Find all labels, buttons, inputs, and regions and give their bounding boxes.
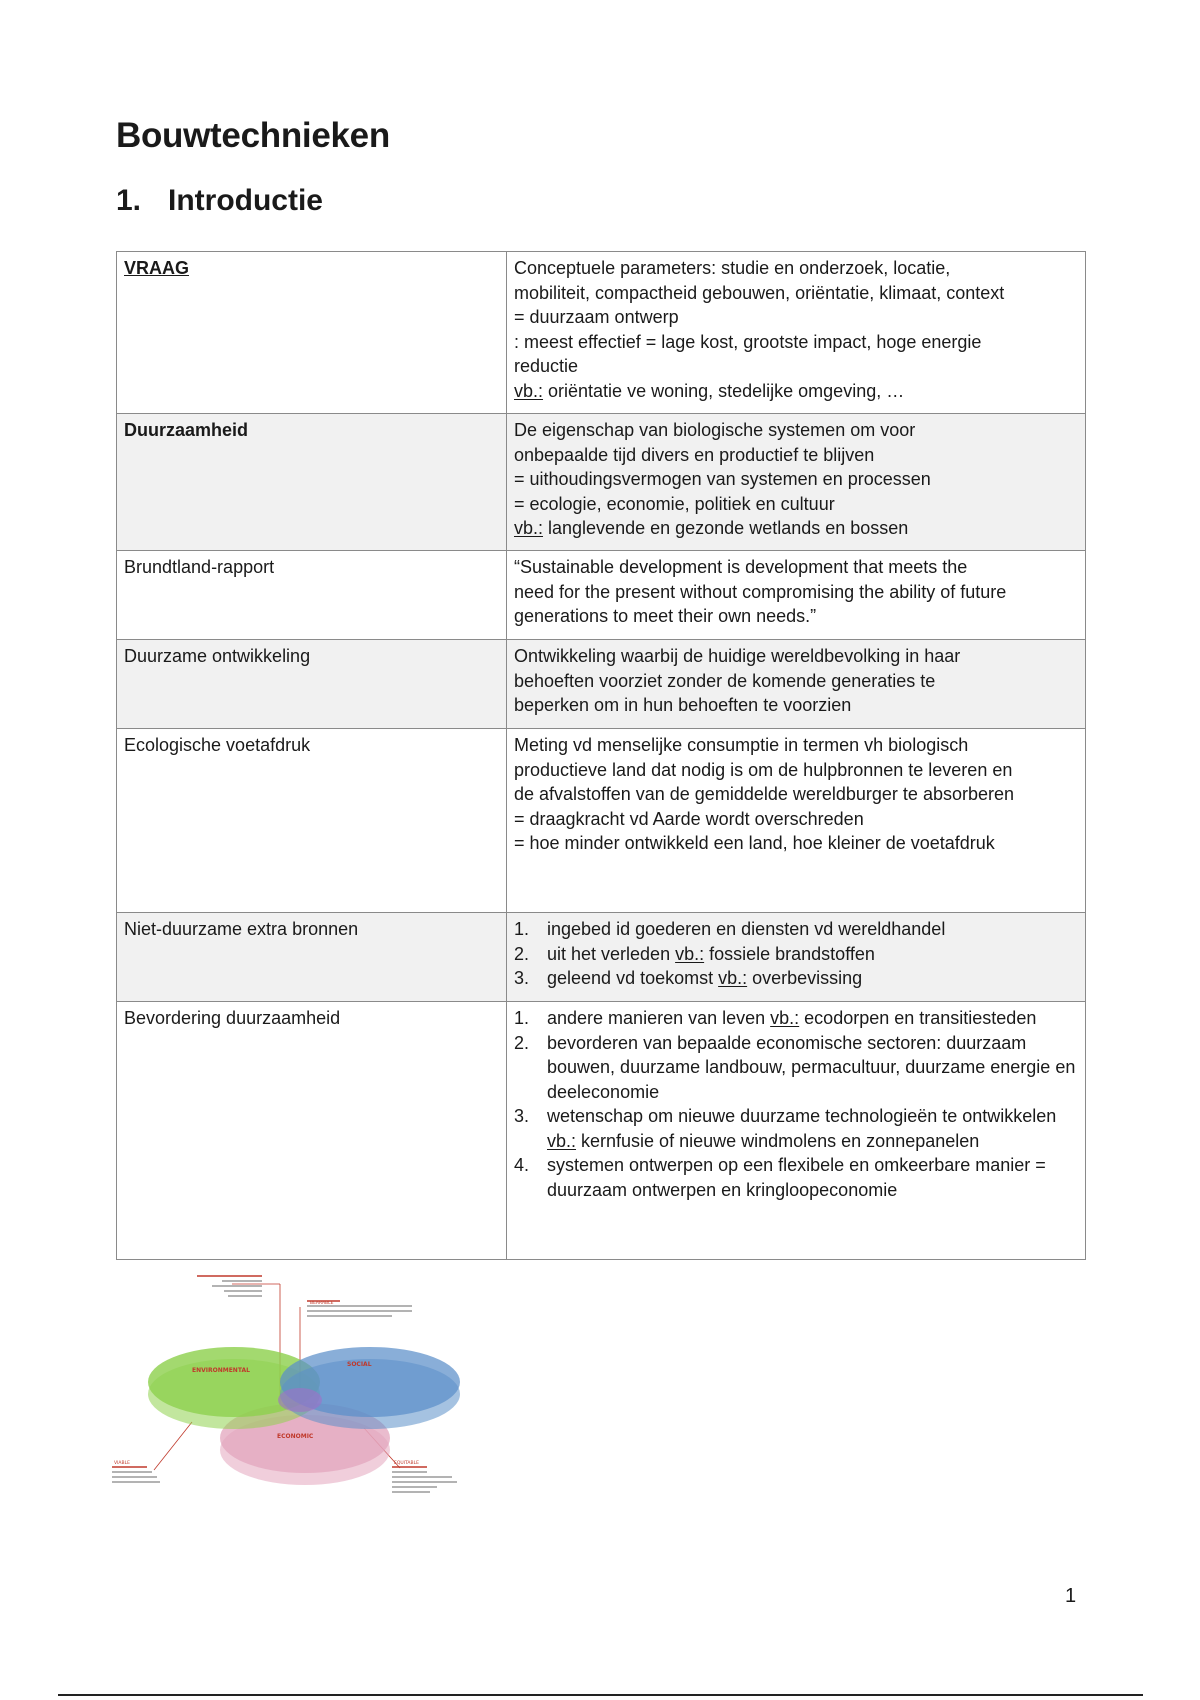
definition-line: generations to meet their own needs.”	[514, 606, 817, 626]
item-text: geleend vd toekomst	[547, 968, 719, 988]
definition-line: productieve land dat nodig is om de hulpbronnen te leveren en	[514, 759, 1013, 780]
term-cell	[117, 414, 507, 551]
numbered-list	[514, 917, 1078, 991]
definition-line: beperken om in hun behoeften te voorzien	[514, 695, 852, 715]
item-number: 2.	[514, 1032, 530, 1053]
section-number: 1.	[116, 184, 142, 217]
term-cell	[117, 551, 507, 640]
item-text: wetenschap om nieuwe duurzame technologieën te ontwikkelen	[547, 1106, 1057, 1126]
definition-cell	[507, 913, 1086, 1002]
definition-line: De eigenschap van biologische systemen om voor	[514, 420, 916, 440]
definition-line: Ontwikkeling waarbij de huidige wereldbevolking in haar	[514, 646, 961, 666]
example-prefix: vb.:	[514, 380, 544, 401]
list-item	[514, 1153, 1078, 1202]
economic-label: ECONOMIC	[277, 1433, 314, 1440]
term-label: Niet-duurzame extra bronnen	[124, 919, 359, 939]
definition-line: = uithoudingsvermogen van systemen en processen	[514, 469, 931, 489]
list-item	[514, 1031, 1078, 1105]
item-text: andere manieren van leven	[547, 1008, 771, 1028]
example-prefix: vb.:	[514, 518, 544, 538]
definition-cell	[507, 551, 1086, 640]
example-text: oriëntatie ve woning, stedelijke omgeving, …	[543, 380, 905, 401]
term-cell	[117, 729, 507, 913]
list-item	[514, 942, 1078, 967]
table-row	[117, 640, 1086, 729]
list-item	[514, 1104, 1078, 1153]
definition-line: behoeften voorziet zonder de komende generaties te	[514, 670, 936, 691]
item-text: uit het verleden	[547, 943, 676, 964]
term-cell	[117, 252, 507, 414]
numbered-list	[514, 1006, 1078, 1202]
definition-line: reductie	[514, 356, 579, 376]
definition-cell	[507, 640, 1086, 729]
definition-line: mobiliteit, compactheid gebouwen, oriëntatie, klimaat, context	[514, 282, 1005, 303]
definition-line: de afvalstoffen van de gemiddelde wereldburger te absorberen	[514, 784, 1015, 804]
table-row	[117, 551, 1086, 640]
document-title: Bouwtechnieken	[116, 116, 390, 155]
definition-line: = draagkracht vd Aarde wordt overschreden	[514, 808, 864, 829]
item-text: kernfusie of nieuwe windmolens en zonnepanelen	[576, 1130, 980, 1151]
definition-cell	[507, 414, 1086, 551]
item-text: ingebed id goederen en diensten vd wereldhandel	[547, 919, 946, 939]
term-cell	[117, 640, 507, 729]
definitions-table	[116, 251, 1086, 1260]
term-cell	[117, 1002, 507, 1260]
definition-line: need for the present without compromising the ability of future	[514, 581, 1007, 602]
definition-cell	[507, 729, 1086, 913]
definition-line: “Sustainable development is development that meets the	[514, 557, 968, 577]
definition-line: = duurzaam ontwerp	[514, 307, 679, 327]
term-label: Duurzaamheid	[124, 420, 249, 440]
item-text: systemen ontwerpen op een flexibele en omkeerbare manier = duurzaam ontwerpen en kringloopeconomie	[547, 1155, 1046, 1200]
item-text: bevorderen van bepaalde economische sectoren: duurzaam bouwen, duurzame landbouw, permacultuur, duurzame energie en deeleconomie	[547, 1032, 1076, 1102]
page-number: 1	[1065, 1585, 1077, 1607]
item-number: 3.	[514, 1106, 530, 1126]
item-number: 1.	[514, 1008, 530, 1028]
example-line	[514, 379, 1078, 404]
environmental-label: ENVIRONMENTAL	[192, 1367, 250, 1374]
item-number: 4.	[514, 1155, 530, 1175]
item-number: 1.	[514, 919, 530, 939]
footer-divider	[58, 1694, 1143, 1696]
viable-label: VIABLE	[114, 1461, 130, 1466]
section-title: Introductie	[168, 184, 323, 217]
definition-cell	[507, 252, 1086, 414]
item-number: 3.	[514, 968, 530, 988]
term-label: Bevordering duurzaamheid	[124, 1008, 341, 1028]
bearable-label: BEARABLE	[310, 1301, 334, 1306]
list-item	[514, 1006, 1078, 1031]
table-row	[117, 414, 1086, 551]
term-cell	[117, 913, 507, 1002]
example-text: langlevende en gezonde wetlands en bossen	[543, 518, 909, 538]
term-label: VRAAG	[124, 258, 190, 278]
item-text: ecodorpen en transitiesteden	[799, 1008, 1037, 1028]
item-text: overbevissing	[747, 968, 863, 988]
definition-line: onbepaalde tijd divers en productief te blijven	[514, 444, 875, 465]
definition-line: = hoe minder ontwikkeld een land, hoe kleiner de voetafdruk	[514, 833, 995, 853]
overlap-center	[278, 1388, 322, 1412]
example-prefix: vb.:	[547, 1130, 577, 1151]
list-item	[514, 917, 1078, 942]
example-prefix: vb.:	[675, 943, 705, 964]
example-line	[514, 516, 1078, 541]
term-label: Duurzame ontwikkeling	[124, 646, 311, 666]
table-row	[117, 1002, 1086, 1260]
list-item	[514, 966, 1078, 991]
definition-line: : meest effectief = lage kost, grootste impact, hoge energie	[514, 331, 982, 352]
definition-line: Meting vd menselijke consumptie in termen vh biologisch	[514, 735, 969, 755]
equitable-label: EQUITABLE	[394, 1461, 419, 1466]
term-label: Ecologische voetafdruk	[124, 735, 311, 755]
table-row	[117, 729, 1086, 913]
example-prefix: vb.:	[718, 968, 748, 988]
table-row	[117, 252, 1086, 414]
term-label: Brundtland-rapport	[124, 557, 275, 577]
sustainability-venn-diagram	[112, 1272, 502, 1512]
definition-cell	[507, 1002, 1086, 1260]
definition-line: = ecologie, economie, politiek en cultuur	[514, 493, 835, 514]
social-label: SOCIAL	[347, 1361, 372, 1368]
table-row	[117, 913, 1086, 1002]
section-heading	[116, 184, 323, 218]
definition-line: Conceptuele parameters: studie en onderzoek, locatie,	[514, 258, 951, 278]
example-prefix: vb.:	[770, 1008, 800, 1028]
item-text: fossiele brandstoffen	[704, 943, 875, 964]
item-number: 2.	[514, 943, 530, 964]
